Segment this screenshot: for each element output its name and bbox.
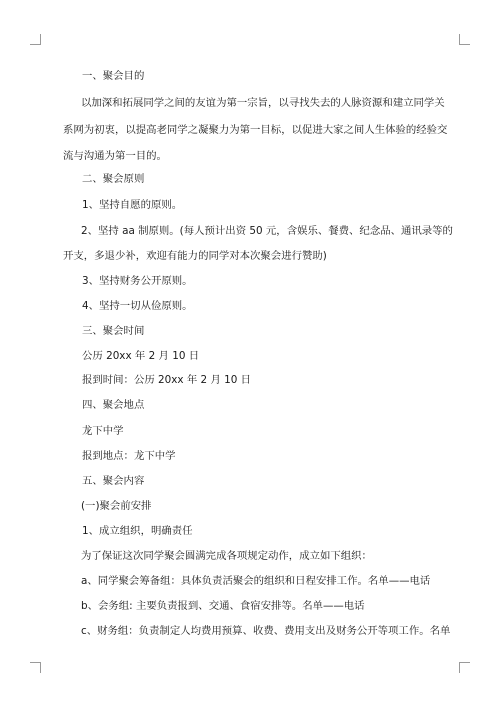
text-line-content: 报到地点：龙下中学: [82, 450, 176, 462]
text-line: [0, 549, 500, 563]
text-line-content: 一、聚会目的: [82, 70, 145, 82]
crop-mark-top-right: [459, 34, 470, 45]
text-line-content: 报到时间：公历 20xx 年 2 月 10 日: [82, 374, 252, 386]
text-line: [0, 624, 500, 638]
text-line: [0, 373, 500, 387]
text-line: [0, 499, 500, 513]
text-line-content: 公历 20xx 年 2 月 10 日: [82, 350, 200, 362]
text-line: [0, 424, 500, 438]
text-line-content: b、会务组: 主要负责报到、交通、食宿安排等。名单——电话: [81, 600, 365, 612]
text-line: [0, 398, 500, 412]
text-line-content: 为了保证这次同学聚会圆满完成各项规定动作，成立如下组织：: [81, 550, 372, 562]
crop-mark-top-left: [30, 34, 41, 45]
text-line: [0, 349, 500, 363]
text-line-content: 3、坚持财务公开原则。: [82, 275, 193, 287]
text-line: [0, 123, 500, 137]
text-line-content: 1、成立组织，明确责任: [82, 525, 193, 537]
text-line-content: 1、坚持自愿的原则。: [82, 199, 183, 211]
text-line: [0, 574, 500, 588]
text-line: [0, 224, 500, 238]
text-line-content: (一)聚会前安排: [81, 500, 152, 512]
text-line-content: 四、聚会地点: [82, 399, 145, 411]
text-line: [0, 198, 500, 212]
text-line: [0, 299, 500, 313]
text-line: [0, 274, 500, 288]
text-line: [0, 69, 500, 83]
crop-mark-bottom-right: [459, 662, 470, 673]
text-line-content: 三、聚会时间: [82, 325, 145, 337]
text-line-content: 开支，多退少补，欢迎有能力的同学对本次聚会进行赞助): [63, 250, 327, 262]
text-line: [0, 149, 500, 163]
text-line: [0, 249, 500, 263]
text-line: [0, 449, 500, 463]
text-line-content: a、同学聚会筹备组：具体负责活聚会的组织和日程安排工作。名单——电话: [81, 575, 431, 587]
text-line-content: 2、坚持 aa 制原则。(每人预计出资 50 元，含娱乐、餐费、纪念品、通讯录等的: [81, 225, 453, 237]
text-line-content: 系网为初衷，以提高老同学之凝聚力为第一目标，以促进大家之间人生体验的经验交: [63, 124, 448, 136]
text-line: [0, 324, 500, 338]
text-line: [0, 172, 500, 186]
text-line: [0, 599, 500, 613]
text-line-content: 4、坚持一切从俭原则。: [82, 300, 193, 312]
text-line: [0, 96, 500, 110]
text-line-content: 二、聚会原则: [82, 173, 145, 185]
text-line-content: c、财务组：负责制定人均费用预算、收费、费用支出及财务公开等项工作。名单: [81, 625, 451, 637]
text-line-content: 以加深和拓展同学之间的友谊为第一宗旨，以寻找失去的人脉资源和建立同学关: [81, 97, 445, 109]
text-line-content: 龙下中学: [82, 425, 124, 437]
text-line: [0, 474, 500, 488]
text-line: [0, 524, 500, 538]
text-line-content: 流与沟通为第一目的。: [63, 150, 167, 162]
text-line-content: 五、聚会内容: [82, 475, 145, 487]
crop-mark-bottom-left: [30, 662, 41, 673]
